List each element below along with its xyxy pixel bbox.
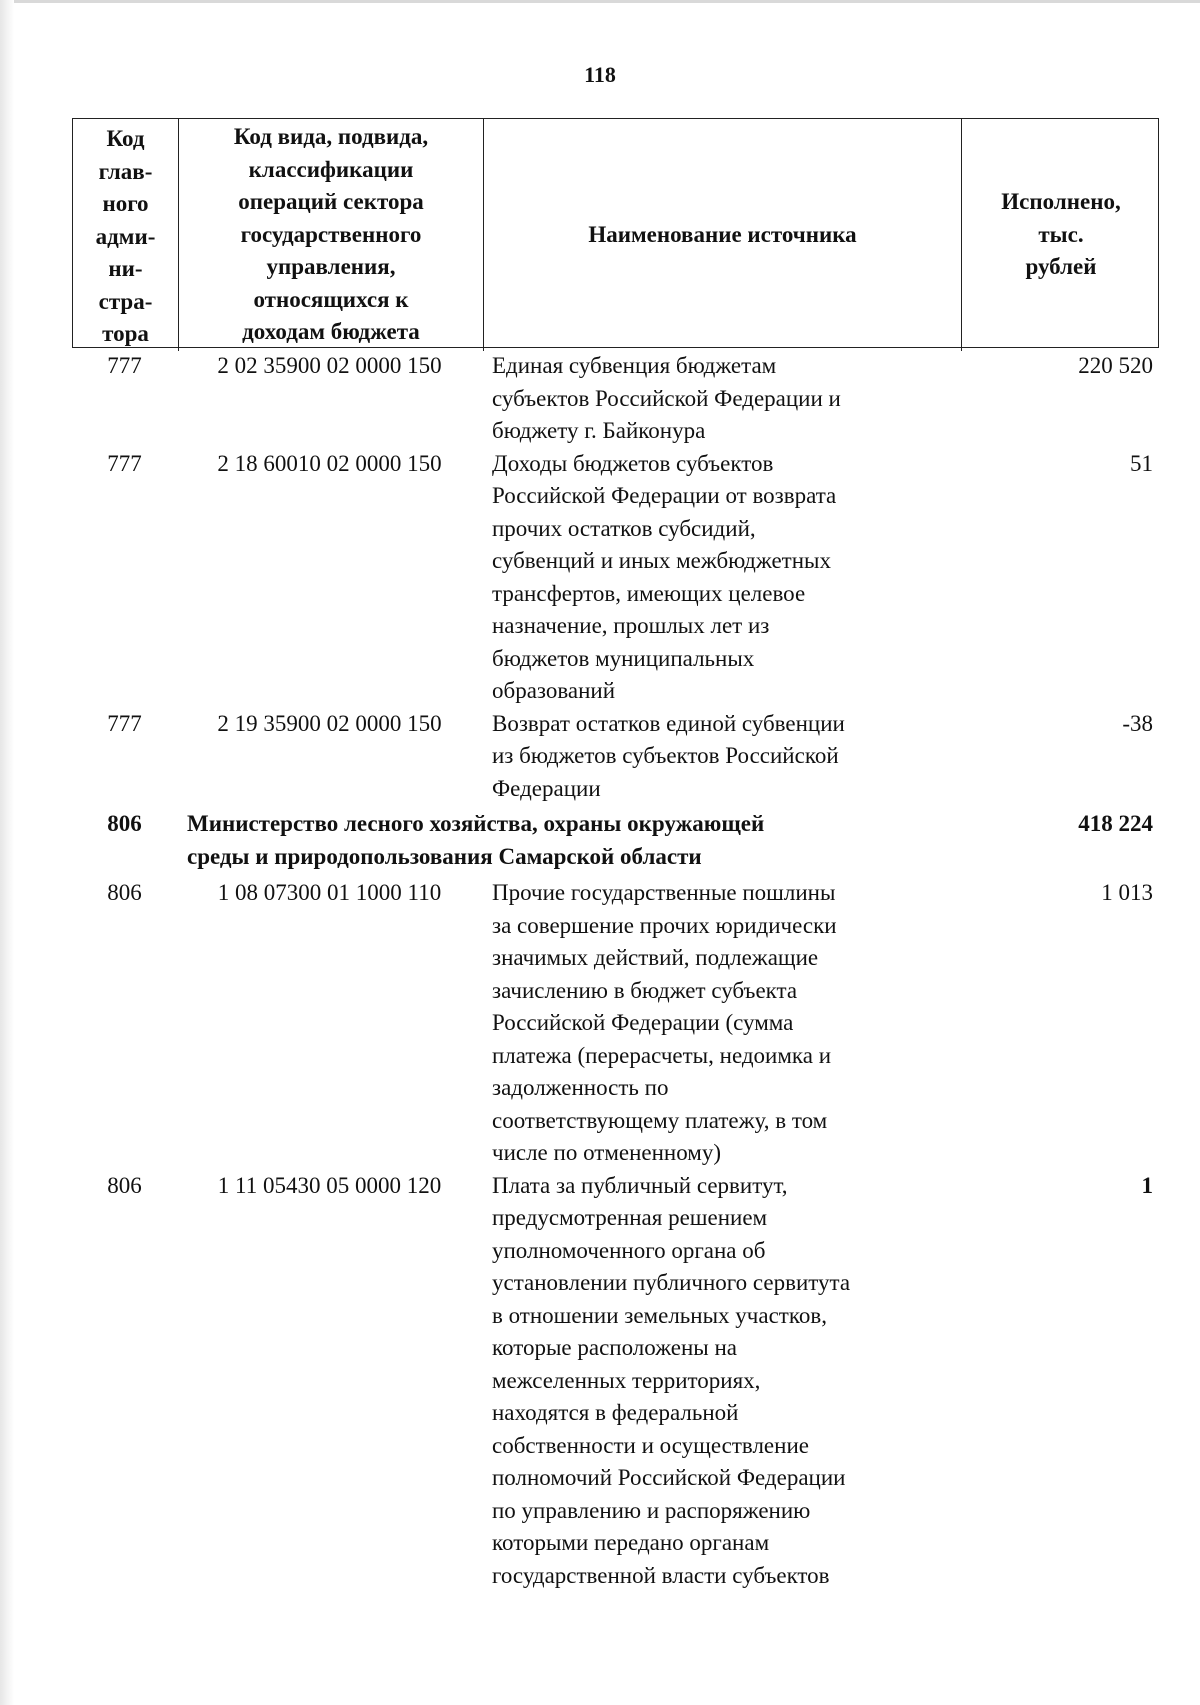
executed-amount: 51 (1130, 450, 1153, 476)
header-classification-code: Код вида, подвида, классификации операций сектора государственного управления, относящихся к доходам бюджета (178, 119, 483, 351)
source-name: Единая субвенция бюджетам субъектов Российской Федерации и бюджету г. Байконура (492, 353, 841, 443)
classification-code: 2 02 35900 02 0000 150 (217, 353, 442, 378)
admin-code: 806 (107, 1172, 142, 1198)
ministry-name: Министерство лесного хозяйства, охраны окружающей среды и природопользования Самарской области (187, 811, 765, 869)
scan-shadow (0, 0, 14, 1705)
executed-amount: 220 520 (1078, 353, 1153, 378)
table-row (72, 877, 1159, 1170)
admin-code: 806 (107, 811, 142, 836)
page-number: 118 (584, 62, 616, 87)
table-row (72, 1170, 1159, 1593)
table-row (72, 448, 1159, 708)
header-source-name: Наименование источника (483, 119, 961, 351)
executed-amount: -38 (1122, 710, 1153, 736)
source-name: Возврат остатков единой субвенции из бюджетов субъектов Российской Федерации (492, 710, 845, 801)
header-executed-amount: Исполнено, тыс. рублей (961, 119, 1160, 351)
executed-amount: 1 (1141, 1172, 1153, 1198)
classification-code: 1 11 05430 05 0000 120 (217, 1172, 442, 1198)
ministry-total-amount: 418 224 (1078, 811, 1153, 836)
admin-code: 777 (107, 450, 142, 476)
classification-code: 2 19 35900 02 0000 150 (217, 710, 442, 736)
admin-code: 806 (107, 880, 142, 905)
table-body (72, 348, 1159, 1592)
ministry-section-row (72, 808, 1159, 873)
executed-amount: 1 013 (1101, 880, 1153, 905)
table-row (72, 708, 1159, 806)
classification-code: 1 08 07300 01 1000 110 (217, 880, 442, 905)
source-name: Плата за публичный сервитут, предусмотренная решением уполномоченного органа об установлении публичного сервитута в отношении земельных участков, которые расположены на межселенных территориях, находятся в федеральной собственности и осуществление полномочий Российской Федерации по управлению и распоряжению которыми передано органам государственной власти субъектов (492, 1172, 851, 1588)
table-row (72, 350, 1159, 448)
revenue-table (72, 118, 1159, 1592)
source-name: Прочие государственные пошлины за совершение прочих юридически значимых действий, подлежащие зачислению в бюджет субъекта Российской Федерации (сумма платежа (перерасчеты, недоимка и задолженность по соответствующему платежу, в том числе по отмененному) (492, 880, 837, 1165)
admin-code: 777 (107, 353, 142, 378)
admin-code: 777 (107, 710, 142, 736)
header-admin-code: Код глав- ного адми- ни- стра- тора (95, 126, 156, 346)
source-name: Доходы бюджетов субъектов Российской Федерации от возврата прочих остатков субсидий, субвенций и иных межбюджетных трансфертов, имеющих целевое назначение, прошлых лет из бюджетов муниципальных образований (492, 450, 837, 703)
scan-edge (0, 0, 1200, 3)
table-header (72, 118, 1159, 348)
classification-code: 2 18 60010 02 0000 150 (217, 450, 442, 476)
